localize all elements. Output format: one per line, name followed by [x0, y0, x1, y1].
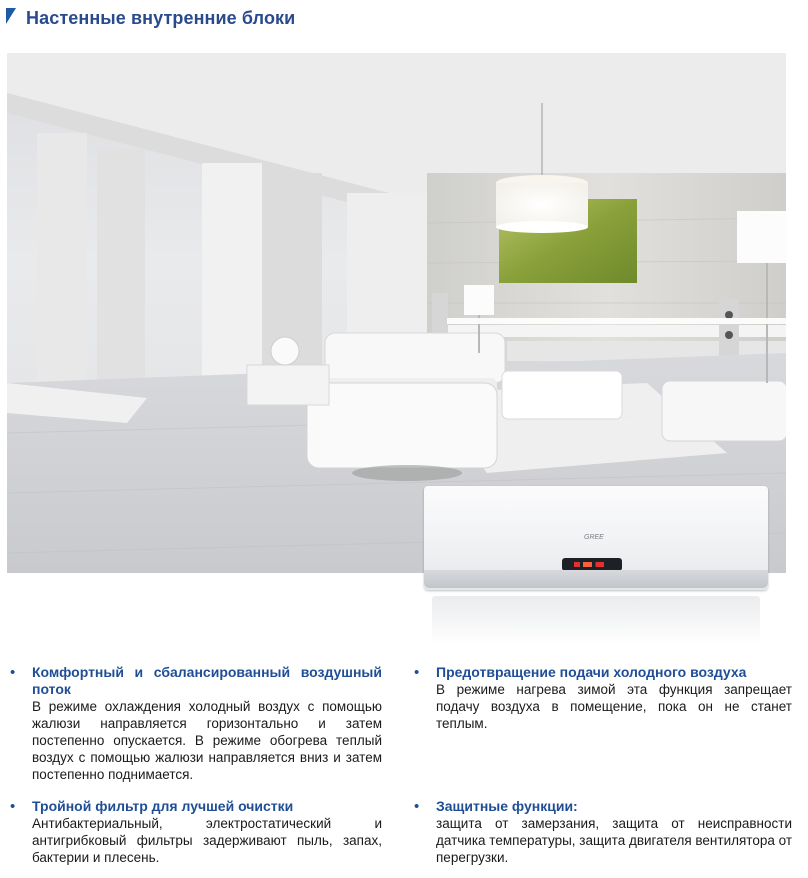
feature-title: Предотвращение подачи холодного воздуха	[436, 664, 747, 680]
feature-item	[414, 664, 792, 732]
page-header	[0, 0, 808, 40]
corner-triangle-icon	[6, 8, 16, 24]
feature-text: В режиме нагрева зимой эта функция запрещает подачу воздуха в помещение, пока он не станет теплым.	[436, 682, 792, 731]
feature-title: Тройной фильтр для лучшей очистки	[32, 798, 294, 814]
feature-item	[10, 664, 382, 783]
feature-item	[10, 798, 382, 866]
air-conditioner-indoor-unit	[418, 484, 774, 654]
ac-louver	[424, 570, 768, 588]
bullet-icon: •	[10, 664, 16, 681]
feature-item	[414, 798, 792, 866]
ac-reflection	[432, 596, 760, 644]
feature-title: Защитные функции:	[436, 798, 578, 814]
feature-text: В режиме охлаждения холодный воздух с помощью жалюзи направляется горизонтально и затем постепенно опускается. В режиме обогрева теплый воздух с помощью жалюзи направляется вниз и затем постепенно поднимается.	[32, 699, 382, 782]
bullet-icon: •	[414, 664, 420, 681]
feature-title: Комфортный и сбалансированный воздушный поток	[32, 664, 382, 697]
feature-text: Антибактериальный, электростатический и антигрибковый фильтры задерживают пыль, запах, бактерии и плесень.	[32, 816, 382, 865]
brand-logo: GREE	[584, 534, 604, 541]
bullet-icon: •	[414, 798, 420, 815]
feature-text: защита от замерзания, защита от неисправности датчика температуры, защита двигателя вентилятора от перегрузки.	[436, 816, 793, 865]
bullet-icon: •	[10, 798, 16, 815]
page-title: Настенные внутренние блоки	[26, 8, 296, 28]
